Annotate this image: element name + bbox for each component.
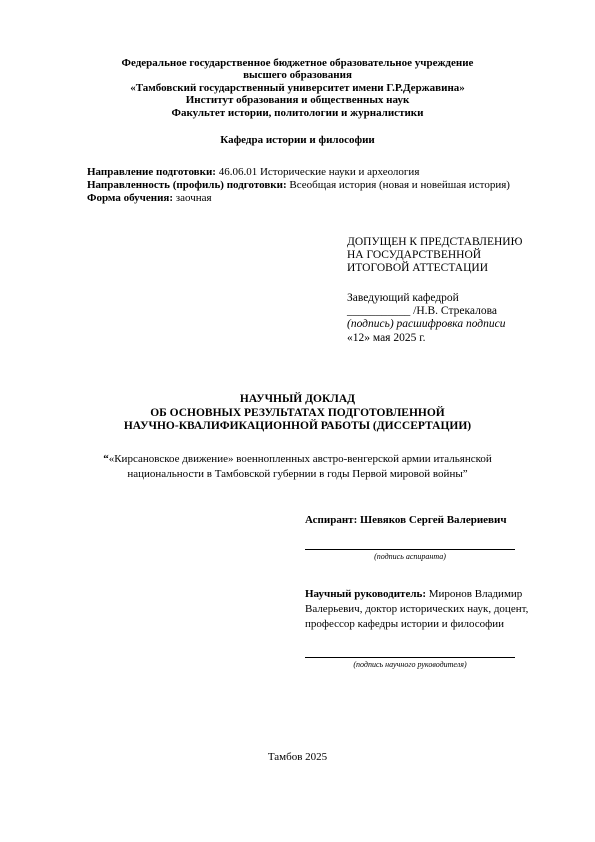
supervisor-line-3: профессор кафедры истории и философии [305,618,504,630]
profile-label: Направленность (профиль) подготовки: [87,179,287,192]
direction-row [87,166,567,179]
profile-row [87,179,567,192]
supervisor-label: Научный руководитель: [305,588,426,600]
department-name: Кафедра истории и философии [220,134,375,146]
direction-value: 46.06.01 Исторические науки и археология [215,166,420,178]
topic-line-1-text: «Кирсановское движение» военнопленных австро-венгерской армии итальянской [108,453,492,465]
head-signature-line: ___________ /Н.В. Стрекалова [347,305,497,318]
approval-block [347,236,577,276]
approval-date: «12» мая 2025 г. [347,331,426,344]
direction-label: Направление подготовки: [87,166,216,178]
header-line-5: Факультет истории, политологии и журналистики [171,106,424,119]
title-line-1: НАУЧНЫЙ ДОКЛАД [239,393,356,405]
form-value: заочная [173,192,212,205]
supervisor-line-2: Валерьевич, доктор исторических наук, доцент, [305,603,529,615]
head-label: Заведующий кафедрой [347,292,459,304]
report-topic [0,452,595,482]
supervisor-signature-line [305,657,515,658]
approval-line-3: ИТОГОВОЙ АТТЕСТАЦИИ [347,262,489,275]
profile-value: Всеобщая история (новая и новейшая история) [286,179,510,192]
supervisor-line-1 [305,587,575,602]
approval-line-2: НА ГОСУДАРСТВЕННОЙ [347,249,482,262]
header-line-3: «Тамбовский государственный университет имени Г.Р.Державина» [130,81,465,94]
aspirant-label: Аспирант: Шевяков Сергей Валериевич [305,514,507,526]
program-info [87,166,567,206]
topic-line-2: национальности в Тамбовской губернии в годы Первой мировой войны” [127,468,468,480]
report-title [0,393,595,434]
topic-open-quote: “ [103,453,109,465]
topic-line-1 [0,452,595,467]
header-line-4: Институт образования и общественных наук [185,94,410,107]
form-row [87,192,567,205]
head-of-department-block [347,292,577,345]
aspirant-signature-caption: (подпись аспиранта) [374,552,446,561]
approval-line-1: ДОПУЩЕН К ПРЕДСТАВЛЕНИЮ [347,236,523,248]
form-label: Форма обучения: [87,192,174,205]
institution-header [0,57,595,119]
head-signature-caption: (подпись) расшифровка подписи [347,318,506,331]
supervisor-name-part: Миронов Владимир [426,588,523,600]
title-line-2: ОБ ОСНОВНЫХ РЕЗУЛЬТАТАХ ПОДГОТОВЛЕННОЙ [150,406,445,419]
supervisor-signature-caption: (подпись научного руководителя) [353,660,467,669]
header-line-2: высшего образования [243,69,352,82]
city-year: Тамбов 2025 [267,751,328,763]
header-line-1: Федеральное государственное бюджетное образовательное учреждение [121,57,474,69]
supervisor-block [305,587,575,632]
title-line-3: НАУЧНО-КВАЛИФИКАЦИОННОЙ РАБОТЫ (ДИССЕРТАЦИИ) [123,420,472,433]
aspirant-signature-line [305,549,515,550]
